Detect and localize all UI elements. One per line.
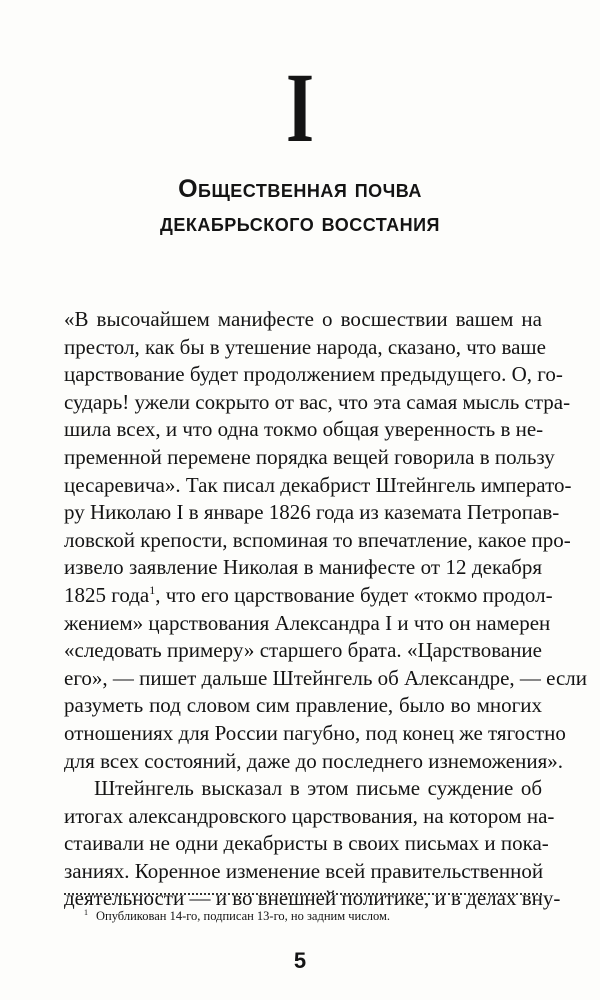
- text-line: пременной перемене порядка вещей говорила в пользу: [64, 444, 555, 469]
- text-line: «В высочайшем манифесте о восшествии вашем на: [64, 307, 542, 331]
- chapter-title-line: декабрьского восстания: [160, 209, 440, 237]
- text-line: шила всех, и что одна токмо общая уверенность в не-: [64, 417, 544, 442]
- footnote-ref: 1: [149, 582, 156, 597]
- text-line: разуметь под словом сим правление, было во многих: [64, 693, 542, 718]
- text-line: ру Николаю I в январе 1826 года из каземата Петропав-: [64, 500, 560, 525]
- text-line: итогах александровского царствования, на котором на-: [64, 803, 555, 828]
- footnote-marker: 1: [84, 908, 88, 917]
- text-line-with-footnote: [64, 582, 553, 610]
- page-number: 5: [293, 948, 307, 973]
- text-line: цесаревича». Так писал декабрист Штейнгель императо-: [64, 472, 572, 497]
- text-segment: 1825 года: [64, 582, 150, 607]
- chapter-title-line: Общественная почва: [178, 175, 422, 203]
- footnote-separator: [64, 893, 542, 895]
- footnote-text: Опубликован 14-го, подписан 13-го, но задним числом.: [96, 909, 391, 924]
- text-line: деятельности — и во внешней политике, и в делах вну-: [64, 886, 561, 911]
- text-line: извело заявление Николая в манифесте от 12 декабря: [64, 555, 542, 580]
- text-line: «следовать примеру» старшего брата. «Царствование: [64, 638, 542, 663]
- text-line: Штейнгель высказал в этом письме суждение об: [94, 776, 542, 801]
- text-line: жением» царствования Александра I и что он намерен: [64, 610, 551, 635]
- text-segment: , что его царствование будет «токмо продол-: [155, 582, 553, 607]
- text-line: престол, как бы в утешение народа, сказано, что ваше: [64, 334, 546, 359]
- body-text: [64, 306, 588, 913]
- text-line: царствование будет продолжением предыдущего. О, го-: [64, 362, 563, 387]
- text-line: стаивали не одни декабристы в своих письмах и пока-: [64, 831, 549, 856]
- chapter-title: [0, 172, 600, 240]
- text-line: заниях. Коренное изменение всей правительственной: [64, 858, 544, 883]
- footnote: [84, 905, 390, 924]
- text-line: сударь! ужели сокрыто от вас, что эта самая мысль стра-: [64, 389, 571, 414]
- chapter-numeral: I: [285, 52, 315, 163]
- text-line: ловской крепости, вспоминая то впечатление, какое про-: [64, 527, 571, 552]
- text-line: для всех состояний, даже до последнего изнеможения».: [64, 748, 564, 773]
- text-line: отношениях для России пагубно, под конец же тягостно: [64, 720, 566, 745]
- text-line: его», — пишет дальше Штейнгель об Александре, — если: [64, 665, 588, 690]
